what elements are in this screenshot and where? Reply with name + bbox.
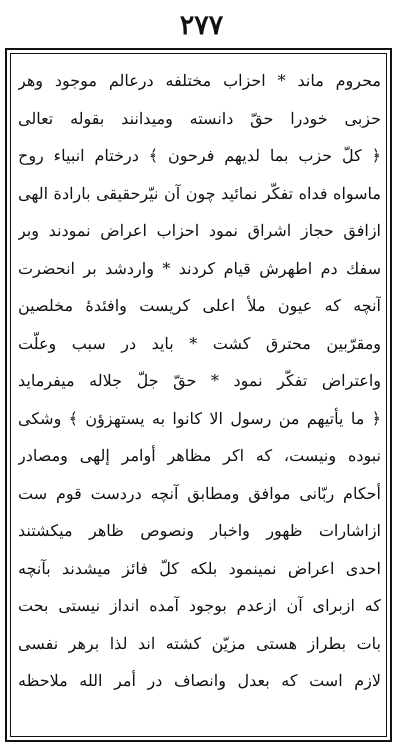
- text-line: حزبی خودرا حقّ دانسته ومیدانند بقوله تعالی: [18, 108, 381, 128]
- text-line: محروم ماند * احزاب مختلفه درعالم موجود وهر: [18, 71, 381, 90]
- text-line: ازاشارات ظهور واخبار ونصوص ظاهر ميكشتند: [18, 521, 381, 540]
- text-line: أحكام ربّانى موافق ومطابق آنچه دردست قوم ست: [18, 483, 381, 503]
- text-line: واعتراض تفكّر نمود * حقّ جلّ جلاله ميفرمايد: [18, 371, 381, 390]
- text-line: آنچه كه عيون ملأ اعلى كريست وافئدهٔ مخلصين: [18, 296, 381, 315]
- text-line: لازم است كه بعدل وانصاف در أمر الله ملاحظه: [18, 671, 381, 690]
- text-line: ومقرّبين محترق كشت * بايد در سبب وعلّت: [18, 333, 381, 353]
- text-line: كه ازبراى آن ازعدم بوجود آمده انداز نيستى بحت: [18, 596, 381, 615]
- text-line: بات بطراز هستى مزيّن كشته اند لذا برهر نفسى: [18, 633, 381, 653]
- body-text: [18, 62, 381, 700]
- text-line: ازافق حجاز اشراق نمود احزاب اعراض نمودند وبر: [18, 221, 381, 240]
- text-line: ﴿ ما يأتيهم من رسول الا كانوا به يستهزؤن ﴾ وشكى: [18, 408, 381, 428]
- text-line: ماسواه فداه تفكّر نمائيد چون آن نيّرحقيقى بارادة الهى: [18, 183, 381, 203]
- text-line: سفك دم اطهرش قيام كردند * واردشد بر انحضرت: [18, 258, 381, 278]
- page-number: ۲۷۷: [179, 10, 224, 41]
- text-line: احدى اعراض نمينمود بلكه كلّ فائز ميشدند بآنچه: [18, 558, 381, 578]
- text-line: نبوده ونيست، كه اكر مظاهر أوامر إلهى ومصادر: [18, 446, 381, 465]
- text-line: ﴿ كلّ حزب بما لديهم فرحون ﴾ درختام انبياء روح: [18, 146, 381, 165]
